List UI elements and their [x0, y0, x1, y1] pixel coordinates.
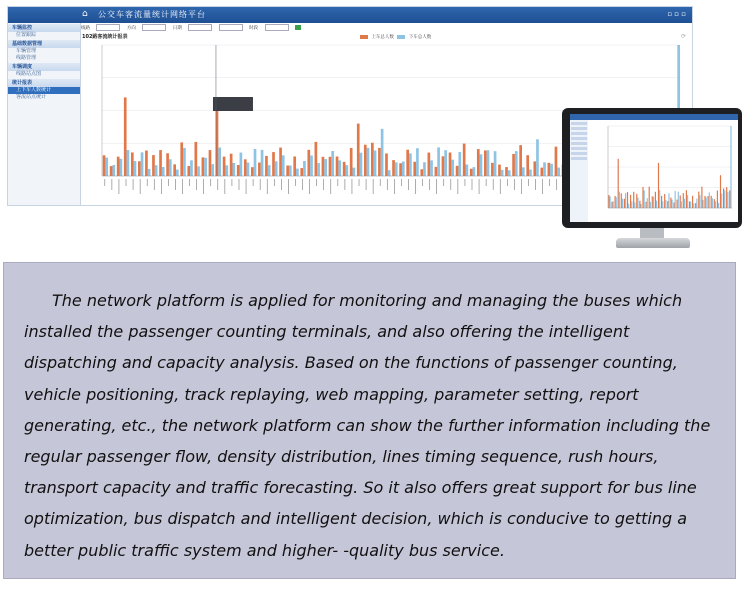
- legend-swatch-board: [360, 35, 368, 39]
- sidebar-group-dispatch[interactable]: 车辆调度: [8, 63, 80, 71]
- bar-board: [723, 188, 724, 208]
- bar-board: [272, 152, 275, 176]
- legend-swatch-alight: [397, 35, 405, 39]
- bar-alight: [508, 170, 511, 176]
- time-select[interactable]: [265, 24, 289, 31]
- bar-board: [683, 193, 684, 208]
- bar-board: [209, 150, 212, 176]
- bar-board: [611, 202, 612, 208]
- bar-board: [279, 148, 282, 176]
- bar-alight: [112, 165, 115, 176]
- bar-alight: [183, 148, 186, 176]
- bar-alight: [282, 155, 285, 176]
- bar-alight: [675, 191, 676, 208]
- bar-alight: [324, 159, 327, 176]
- bar-alight: [134, 161, 137, 176]
- bar-board: [624, 199, 625, 208]
- bar-board: [117, 157, 120, 176]
- bar-board: [385, 153, 388, 176]
- bar-board: [152, 155, 155, 176]
- bar-board: [392, 160, 395, 176]
- bar-alight: [616, 197, 617, 208]
- time-label: 时段: [249, 26, 259, 31]
- bar-alight: [141, 152, 144, 176]
- bar-board: [378, 148, 381, 176]
- bar-alight: [656, 201, 657, 208]
- bar-alight: [494, 151, 497, 176]
- bar-alight: [671, 200, 672, 208]
- bar-board: [670, 198, 671, 208]
- bar-alight: [423, 162, 426, 176]
- bar-alight: [487, 150, 490, 176]
- bar-alight: [529, 170, 532, 176]
- bar-alight: [367, 148, 370, 176]
- bar-alight: [296, 169, 299, 176]
- bar-board: [237, 165, 240, 176]
- bar-alight: [730, 126, 731, 208]
- bar-board: [428, 153, 431, 176]
- bar-alight: [715, 201, 716, 208]
- date-end-field[interactable]: [219, 24, 243, 31]
- bar-board: [505, 167, 508, 176]
- bar-alight: [706, 197, 707, 208]
- bar-board: [680, 195, 681, 208]
- bar-board: [364, 145, 367, 176]
- direction-select[interactable]: [142, 24, 166, 31]
- bar-alight: [718, 203, 719, 208]
- bar-alight: [702, 200, 703, 208]
- bar-alight: [451, 160, 454, 176]
- bar-alight: [609, 196, 610, 208]
- bar-alight: [120, 159, 123, 176]
- bar-board: [180, 142, 183, 176]
- bar-board: [519, 145, 522, 176]
- bar-alight: [628, 204, 629, 208]
- bar-board: [664, 194, 665, 208]
- monitor-illustration: [560, 108, 746, 253]
- bar-board: [230, 154, 233, 176]
- bar-alight: [684, 199, 685, 208]
- bar-board: [698, 192, 699, 208]
- bar-board: [677, 200, 678, 208]
- bar-board: [491, 163, 494, 176]
- bar-board: [194, 142, 197, 176]
- bar-board: [435, 167, 438, 176]
- bar-alight: [458, 152, 461, 176]
- bar-board: [202, 157, 205, 176]
- bar-board: [646, 202, 647, 208]
- bar-board: [300, 168, 303, 176]
- monitor-base: [616, 238, 690, 248]
- route-select[interactable]: [96, 24, 120, 31]
- filter-toolbar: [81, 24, 691, 32]
- bar-board: [307, 150, 310, 176]
- bar-alight: [501, 170, 504, 176]
- bar-board: [726, 187, 727, 208]
- bar-board: [673, 202, 674, 208]
- legend-label-alight: 下车总人数: [408, 35, 432, 40]
- bar-alight: [162, 167, 165, 176]
- sidebar-item-stop-flow[interactable]: 客流站点统计: [16, 94, 47, 100]
- sidebar-item-boarding-stats[interactable]: 上下车人数统计: [8, 87, 80, 94]
- bar-alight: [622, 199, 623, 208]
- app-header: [8, 7, 692, 23]
- bar-alight: [345, 165, 348, 176]
- bar-board: [131, 152, 134, 176]
- route-label: 线路: [81, 26, 90, 31]
- bar-alight: [665, 200, 666, 208]
- bar-board: [701, 187, 702, 208]
- bar-alight: [331, 151, 334, 176]
- bar-alight: [687, 195, 688, 208]
- bar-alight: [353, 168, 356, 176]
- bar-alight: [317, 163, 320, 176]
- bar-alight: [374, 150, 377, 176]
- bar-alight: [721, 193, 722, 208]
- bar-alight: [211, 164, 214, 176]
- bar-alight: [712, 198, 713, 208]
- bar-board: [630, 195, 631, 208]
- bar-alight: [247, 163, 250, 176]
- bar-board: [420, 169, 423, 176]
- bar-board: [649, 187, 650, 208]
- bar-alight: [640, 204, 641, 208]
- bar-board: [642, 187, 643, 208]
- bar-board: [615, 196, 616, 208]
- bar-board: [442, 156, 445, 176]
- bar-board: [103, 155, 106, 176]
- sidebar-group-basic-data[interactable]: 基础数据管理: [8, 40, 80, 48]
- bar-board: [633, 192, 634, 208]
- app-title: 公交车客流量统计网络平台: [98, 10, 206, 19]
- bar-alight: [303, 161, 306, 176]
- bar-board: [399, 163, 402, 176]
- bar-alight: [155, 165, 158, 176]
- bar-alight: [169, 159, 172, 176]
- bar-alight: [681, 201, 682, 208]
- bar-alight: [625, 193, 626, 208]
- bar-board: [652, 196, 653, 208]
- bar-board: [187, 166, 190, 176]
- legend-label-board: 上车总人数: [371, 35, 394, 40]
- chart-title: 102路客流统计报表: [82, 34, 128, 40]
- bar-board: [555, 147, 558, 176]
- bar-alight: [709, 192, 710, 208]
- monitor-frame: [562, 108, 742, 228]
- bar-alight: [444, 150, 447, 176]
- bar-alight: [613, 201, 614, 208]
- bar-alight: [678, 192, 679, 208]
- bar-board: [608, 195, 609, 208]
- bar-board: [533, 161, 536, 176]
- bar-alight: [148, 169, 151, 176]
- bar-alight: [619, 192, 620, 208]
- monitor-mini-chart: [588, 120, 738, 220]
- bar-alight: [515, 151, 518, 176]
- sidebar-group-monitor[interactable]: 车辆监控: [8, 24, 80, 32]
- bar-board: [692, 196, 693, 208]
- bar-alight: [543, 162, 546, 176]
- bar-board: [667, 201, 668, 208]
- bar-board: [686, 190, 687, 208]
- bar-alight: [653, 197, 654, 208]
- bar-alight: [105, 158, 108, 176]
- bar-board: [357, 124, 360, 176]
- monitor-screen-sidebar: [570, 120, 588, 222]
- bar-alight: [430, 160, 433, 176]
- bar-alight: [631, 201, 632, 208]
- bar-board: [658, 163, 659, 208]
- bar-alight: [360, 153, 363, 176]
- bar-board: [704, 196, 705, 208]
- bar-board: [689, 201, 690, 208]
- bar-alight: [659, 190, 660, 208]
- bar-board: [258, 163, 261, 176]
- bar-alight: [465, 165, 468, 176]
- bar-board: [293, 156, 296, 176]
- bar-board: [636, 194, 637, 208]
- bar-board: [655, 192, 656, 208]
- bar-board: [526, 155, 529, 176]
- bar-alight: [225, 165, 228, 176]
- bar-board: [413, 162, 416, 176]
- bar-board: [720, 175, 721, 208]
- bar-board: [350, 148, 353, 176]
- bar-board: [717, 190, 718, 208]
- direction-label: 方向: [126, 26, 136, 31]
- bar-board: [512, 154, 515, 176]
- bar-alight: [388, 170, 391, 176]
- bar-alight: [338, 160, 341, 176]
- bar-board: [729, 190, 730, 208]
- bar-alight: [240, 153, 243, 176]
- bar-alight: [437, 147, 440, 176]
- bar-board: [463, 144, 466, 176]
- bar-board: [498, 165, 501, 176]
- bar-alight: [693, 203, 694, 208]
- bar-alight: [204, 158, 207, 176]
- bar-alight: [232, 163, 235, 176]
- bar-alight: [268, 165, 271, 176]
- bar-board: [322, 157, 325, 176]
- bar-board: [618, 159, 619, 208]
- bar-board: [265, 156, 268, 176]
- bar-alight: [409, 153, 412, 176]
- bar-board: [159, 150, 162, 176]
- bar-board: [343, 162, 346, 176]
- bar-board: [695, 203, 696, 208]
- bar-alight: [727, 192, 728, 208]
- bar-alight: [690, 201, 691, 208]
- date-label: 日期: [172, 26, 182, 31]
- bar-board: [124, 97, 127, 176]
- bar-alight: [662, 201, 663, 208]
- bar-alight: [395, 162, 398, 176]
- sidebar-item-vehicles[interactable]: 车辆管理: [16, 48, 37, 54]
- bar-alight: [275, 161, 278, 176]
- header-links[interactable]: ▫ ▫ ▫: [667, 10, 686, 18]
- search-icon[interactable]: [295, 25, 301, 30]
- bar-alight: [668, 193, 669, 208]
- bar-alight: [416, 148, 419, 176]
- bar-board: [138, 161, 141, 176]
- bar-board: [145, 151, 148, 176]
- bar-alight: [647, 198, 648, 208]
- bar-alight: [261, 150, 264, 176]
- bar-board: [484, 150, 487, 176]
- bar-board: [223, 157, 226, 176]
- refresh-icon[interactable]: ⟳: [680, 33, 686, 40]
- sidebar-item-stop-map[interactable]: 线路站点图: [16, 71, 42, 77]
- bar-alight: [127, 150, 130, 176]
- bar-board: [708, 196, 709, 208]
- bar-board: [166, 153, 169, 176]
- bar-board: [315, 142, 318, 176]
- home-icon[interactable]: ⌂: [82, 9, 88, 19]
- bar-board: [627, 192, 628, 208]
- bar-alight: [637, 198, 638, 208]
- sidebar-item-tracking[interactable]: 位置跟踪: [16, 32, 37, 38]
- bar-alight: [310, 156, 313, 176]
- bar-board: [456, 166, 459, 176]
- bar-alight: [289, 165, 292, 176]
- bar-alight: [254, 149, 257, 176]
- bar-alight: [699, 195, 700, 208]
- bar-alight: [190, 160, 193, 176]
- bar-board: [714, 199, 715, 208]
- bar-board: [621, 193, 622, 208]
- bar-board: [661, 196, 662, 208]
- bar-board: [711, 196, 712, 208]
- bar-board: [406, 150, 409, 176]
- bar-alight: [650, 202, 651, 208]
- bar-alight: [724, 190, 725, 208]
- bar-board: [371, 143, 374, 176]
- sidebar-item-routes[interactable]: 线路管理: [16, 55, 37, 61]
- bar-alight: [197, 166, 200, 176]
- bar-alight: [522, 167, 525, 176]
- bar-alight: [473, 167, 476, 176]
- bar-alight: [176, 170, 179, 176]
- sidebar: [8, 23, 81, 205]
- description-panel: [3, 262, 736, 579]
- chart-tooltip: [213, 97, 253, 111]
- bar-board: [548, 163, 551, 176]
- bar-alight: [550, 164, 553, 176]
- monitor-screen: [570, 114, 738, 222]
- bar-board: [286, 166, 289, 176]
- bar-board: [470, 169, 473, 176]
- bar-board: [173, 164, 176, 176]
- bar-board: [639, 201, 640, 208]
- bar-alight: [634, 202, 635, 208]
- bar-board: [244, 159, 247, 176]
- bar-alight: [644, 190, 645, 208]
- bar-alight: [696, 199, 697, 208]
- bar-board: [449, 153, 452, 176]
- sidebar-group-reports[interactable]: 统计报表: [8, 79, 80, 87]
- bar-board: [336, 156, 339, 176]
- bar-board: [540, 168, 543, 176]
- bar-board: [251, 167, 254, 176]
- bar-alight: [402, 161, 405, 176]
- bar-board: [110, 166, 113, 176]
- bar-alight: [381, 129, 384, 176]
- description-text: The network platform is applied for monitoring and managing the buses which installed the passenger counting terminals, and also offering the intelligent dispatching and capacity analysis. Based on the functions of passenger counting, vehicle positioning, track replaying, web mapping, parameter setting, report generating, etc., the network platform can show the further information including the regular passenger flow, density distribution, lines timing sequence, rush hours, transport capacity and traffic forecasting. So it also offers great support for bus line optimization, bus dispatch and intelligent decision, which is conducive to getting a better public traffic system and higher- -quality bus service.: [24, 291, 711, 560]
- bar-board: [477, 149, 480, 176]
- bar-alight: [536, 139, 539, 176]
- date-start-field[interactable]: [188, 24, 212, 31]
- bar-alight: [218, 148, 221, 176]
- bar-alight: [480, 154, 483, 176]
- bar-board: [329, 157, 332, 176]
